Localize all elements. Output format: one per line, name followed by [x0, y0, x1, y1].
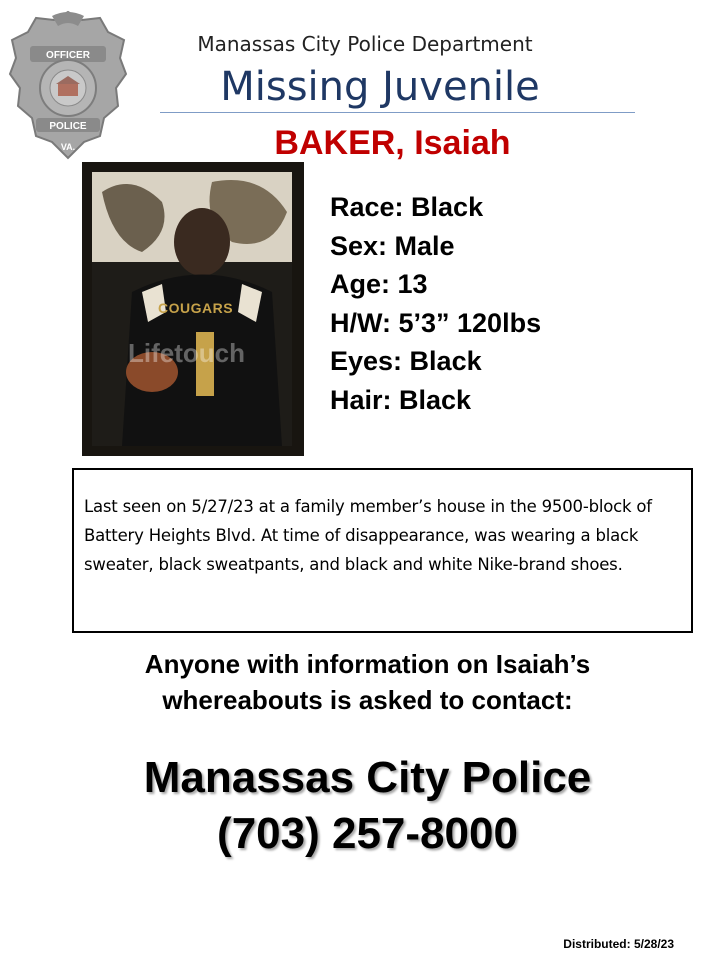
missing-person-name: BAKER, Isaiah	[274, 124, 511, 162]
distribution-date: Distributed: 5/28/23	[563, 937, 674, 951]
contact-request-line-2: whereabouts is asked to contact:	[162, 685, 573, 715]
photo-watermark: Lifetouch	[128, 338, 245, 368]
badge-bottom-text: POLICE	[49, 121, 87, 132]
badge-top-text: OFFICER	[46, 50, 90, 61]
contact-block	[40, 750, 695, 862]
contact-agency: Manassas City Police	[143, 753, 592, 802]
last-seen-description: Last seen on 5/27/23 at a family member’s house in the 9500-block of Battery Heights Blvd. At time of disappearance, was wearing a black sweater, black sweatpants, and black and white Nike-brand shoes.	[84, 497, 652, 574]
badge-state-text: VA.	[60, 142, 76, 152]
police-badge-logo	[8, 8, 128, 168]
detail-race: Race: Black	[330, 192, 484, 222]
detail-height-weight: H/W: 5’3” 120lbs	[330, 307, 542, 338]
contact-phone: (703) 257-8000	[217, 809, 518, 858]
title-divider	[160, 112, 635, 113]
contact-request-line-1: Anyone with information on Isaiah’s	[144, 649, 591, 679]
contact-request	[40, 646, 695, 718]
physical-description-list	[330, 188, 541, 419]
detail-sex: Sex: Male	[330, 230, 455, 261]
jersey-text: COUGARS	[158, 300, 234, 316]
last-seen-box	[72, 468, 693, 633]
department-name: Manassas City Police Department	[197, 32, 533, 56]
detail-eyes: Eyes: Black	[330, 346, 482, 376]
detail-hair: Hair: Black	[330, 384, 472, 415]
flyer-title: Missing Juvenile	[220, 64, 540, 110]
detail-age: Age: 13	[330, 269, 428, 299]
missing-person-photo	[82, 162, 304, 456]
